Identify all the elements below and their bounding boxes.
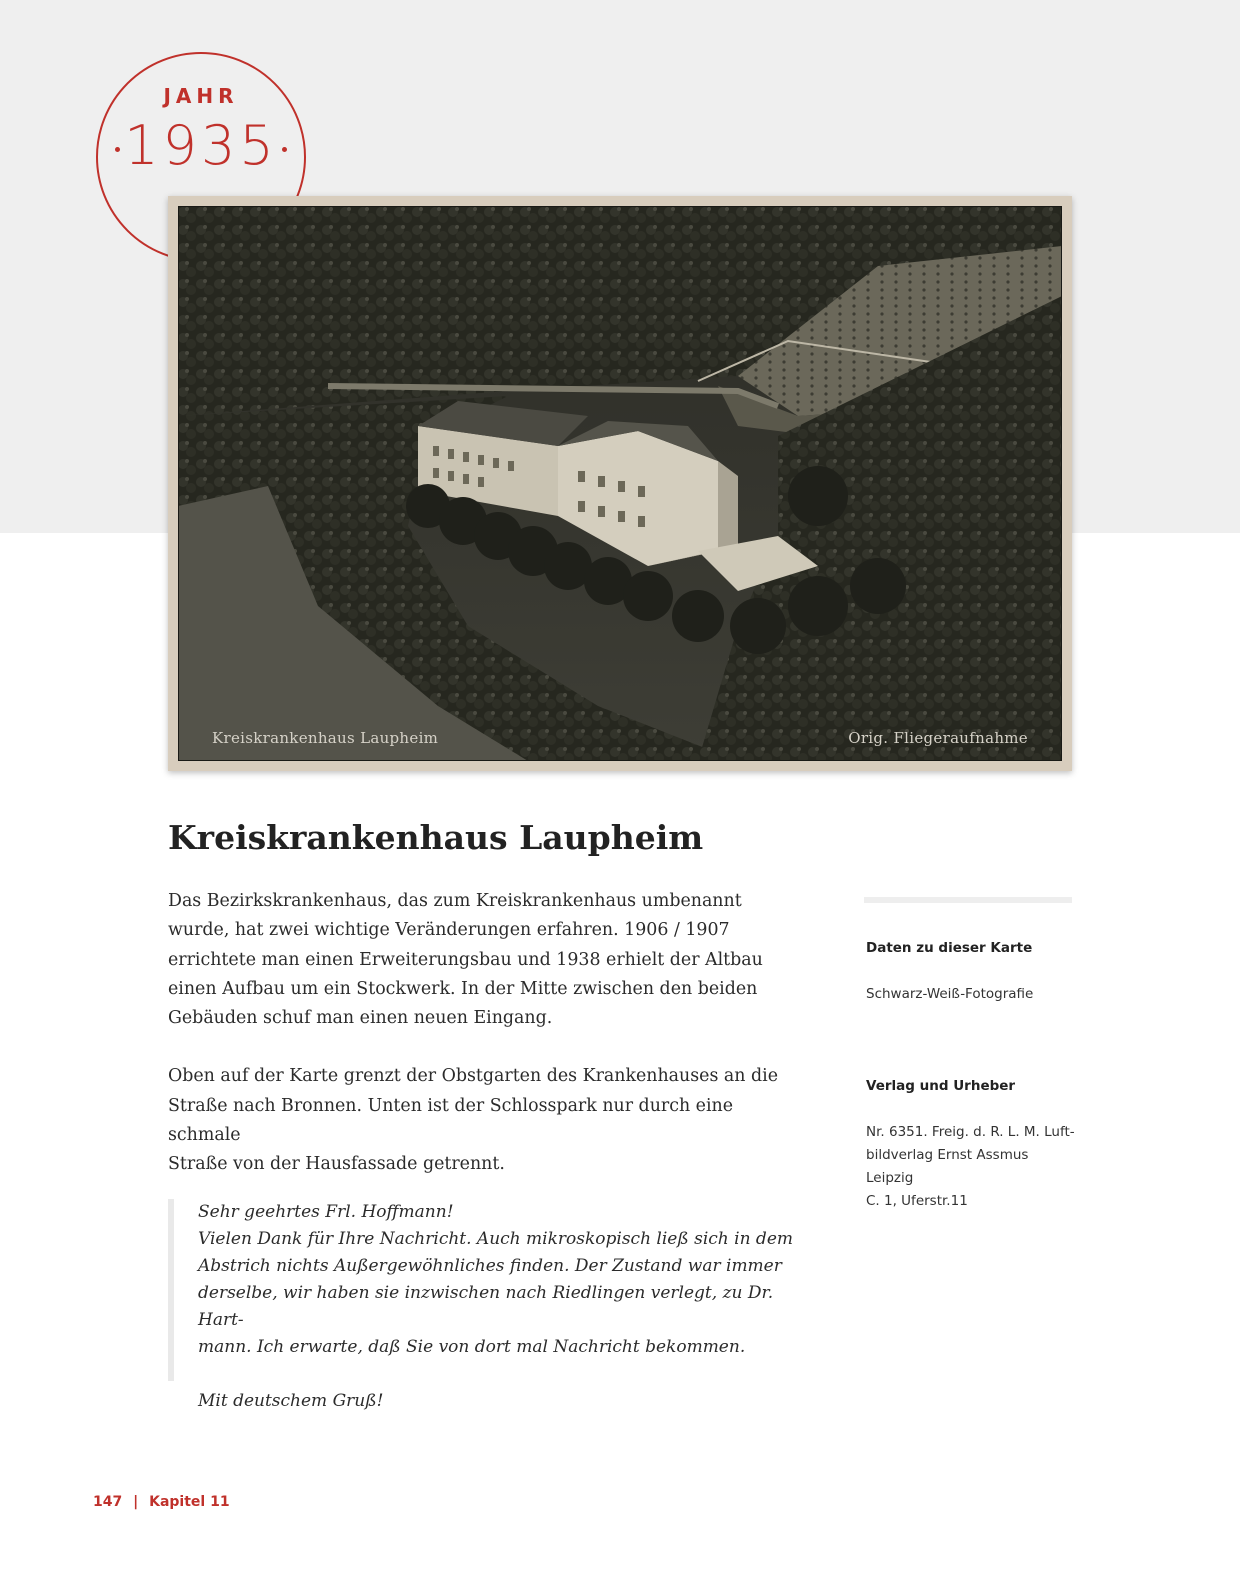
stamp-label: JAHR (163, 84, 239, 108)
sidebar-divider (864, 897, 1072, 903)
postcard-photo (168, 196, 1072, 771)
publisher-label: Verlag und Urheber (866, 1078, 1016, 1094)
publisher-block (866, 1052, 1080, 1236)
letter-salutation: Sehr geehrtes Frl. Hoffmann! (198, 1202, 454, 1222)
card-details-sidebar (866, 914, 1080, 1259)
page-footer (93, 1494, 230, 1510)
stamp-year: 1935 (124, 114, 278, 177)
card-data-label: Daten zu dieser Karte (866, 940, 1033, 956)
photo-caption-right: Orig. Fliegeraufnahme (848, 729, 1028, 747)
body-paragraph: Das Bezirkskrankenhaus, das zum Kreiskrankenhaus umbenannt wurde, hat zwei wichtige Veränderungen erfahren. 1906 / 1907 errichtete man einen Erweiterungsbau und 1938 erhielt der Altbau einen Aufbau um ein Stockwerk. In der Mitte zwischen den beiden Gebäuden schuf man einen neuen Eingang. (168, 891, 763, 1029)
photo-caption-left: Kreiskrankenhaus Laupheim (212, 729, 439, 747)
letter-closing: Mit deutschem Gruß! (198, 1391, 384, 1411)
aerial-photo-illustration (178, 206, 1062, 761)
article-body (168, 887, 808, 1209)
letter-quote (168, 1199, 808, 1411)
footer-separator: | (133, 1494, 139, 1510)
stamp-dot-right (282, 147, 287, 152)
chapter-label: Kapitel 11 (149, 1494, 230, 1510)
article-title: Kreiskrankenhaus Laupheim (168, 818, 704, 857)
card-data-value: Schwarz-Weiß-Fotografie (866, 986, 1034, 1002)
aerial-photograph (178, 206, 1062, 761)
publisher-value: Nr. 6351. Freig. d. R. L. M. Luft- bildverlag Ernst Assmus Leipzig C. 1, Uferstr.11 (866, 1124, 1075, 1209)
stamp-dot-left (115, 147, 120, 152)
letter-body: Vielen Dank für Ihre Nachricht. Auch mikroskopisch ließ sich in dem Abstrich nichts Außergewöhnliches finden. Der Zustand war immer derselbe, wir haben sie inzwischen nach Riedlingen verlegt, zu Dr. Hart- mann. Ich erwarte, daß Sie von dort mal Nachricht bekommen. (198, 1229, 793, 1357)
body-paragraph: Oben auf der Karte grenzt der Obstgarten des Krankenhauses an die Straße nach Bronnen. Unten ist der Schlosspark nur durch eine schmale Straße von der Hausfassade getrennt. (168, 1066, 778, 1175)
page-number: 147 (93, 1494, 123, 1510)
card-data-block (866, 914, 1080, 1029)
